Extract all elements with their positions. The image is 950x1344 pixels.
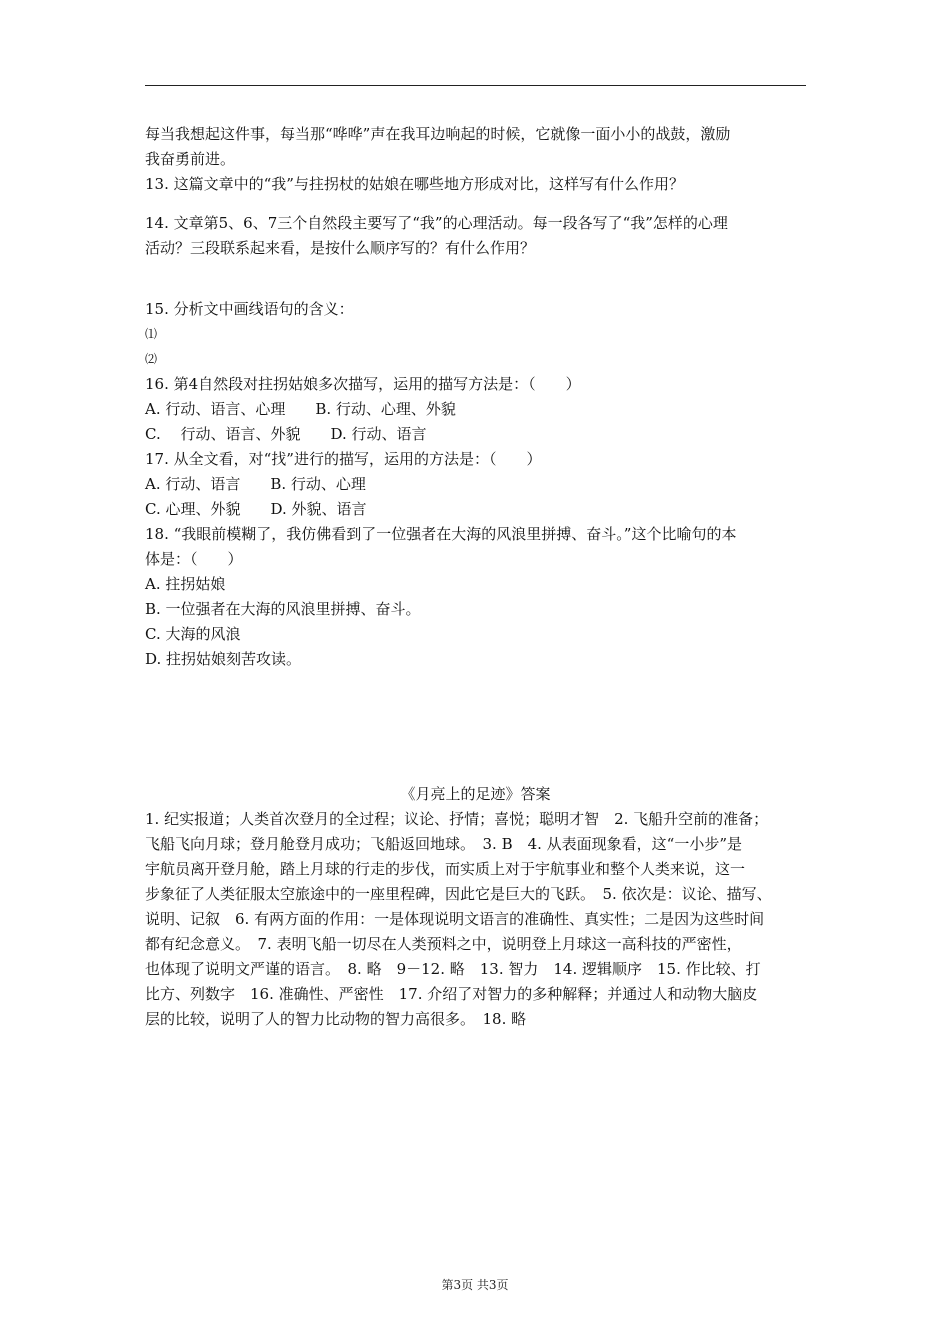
answer-line-7: 也体现了说明文严谨的语言。 8. 略 9－12. 略 13. 智力 14. 逻辑顺序 15. 作比较、打 (145, 960, 761, 978)
question-18-option-c: C. 大海的风浪 (145, 625, 241, 643)
header-rule (145, 85, 806, 86)
question-17-options-2: C. 心理、外貌 D. 外貌、语言 (145, 500, 367, 518)
intro-line-2: 我奋勇前进。 (145, 150, 236, 168)
question-18-stem-line-2: 体是：（ ） (145, 550, 243, 568)
answer-line-4: 步象征了人类征服太空旅途中的一座里程碑，因此它是巨大的飞跃。 5. 依次是：议论、描写、 (145, 885, 772, 903)
question-15-item-1: ⑴ (145, 327, 158, 341)
question-14-line-2: 活动？三段联系起来看，是按什么顺序写的？有什么作用？ (145, 239, 536, 257)
question-16-options-1: A. 行动、语言、心理 B. 行动、心理、外貌 (145, 400, 456, 418)
question-15-item-2: ⑵ (145, 352, 158, 366)
answer-line-2: 飞船飞向月球；登月舱登月成功；飞船返回地球。 3. B 4. 从表面现象看，这“一小步”是 (145, 835, 743, 853)
question-17-options-1: A. 行动、语言 B. 行动、心理 (145, 475, 366, 493)
question-18-stem-line-1: 18. “我眼前模糊了，我仿佛看到了一位强者在大海的风浪里拼搏、奋斗。”这个比喻句的本 (145, 525, 737, 543)
document-body (145, 122, 810, 1032)
page-number: 第3页 共3页 (441, 1278, 509, 1292)
answer-line-6: 都有纪念意义。 7. 表明飞船一切尽在人类预料之中，说明登上月球这一高科技的严密性， (145, 935, 742, 953)
intro-line-1: 每当我想起这件事，每当那“哗哗”声在我耳边响起的时候，它就像一面小小的战鼓，激励 (145, 125, 731, 143)
answers-title: 《月亮上的足迹》答案 (400, 785, 551, 803)
question-18-option-b: B. 一位强者在大海的风浪里拼搏、奋斗。 (145, 600, 421, 618)
question-18-option-a: A. 拄拐姑娘 (145, 575, 226, 593)
answer-line-8: 比方、列数字 16. 准确性、严密性 17. 介绍了对智力的多种解释；并通过人和动物大脑皮 (145, 985, 758, 1003)
spacer (145, 261, 810, 297)
spacer (145, 197, 810, 211)
question-14-line-1: 14. 文章第5、6、7三个自然段主要写了“我”的心理活动。每一段各写了“我”怎样的心理 (145, 214, 728, 232)
spacer (145, 672, 810, 782)
question-15-stem: 15. 分析文中画线语句的含义： (145, 300, 354, 318)
answer-line-3: 宇航员离开登月舱，踏上月球的行走的步伐，而实质上对于宇航事业和整个人类来说，这一 (145, 860, 746, 878)
answer-line-9: 层的比较，说明了人的智力比动物的智力高很多。 18. 略 (145, 1010, 527, 1028)
answer-line-1: 1. 纪实报道；人类首次登月的全过程；议论、抒情；喜悦；聪明才智 2. 飞船升空前的准备； (145, 810, 769, 828)
question-17-stem: 17. 从全文看，对“找”进行的描写，运用的方法是：（ ） (145, 450, 542, 468)
question-16-stem: 16. 第4自然段对拄拐姑娘多次描写，运用的描写方法是：（ ） (145, 375, 581, 393)
answer-line-5: 说明、记叙 6. 有两方面的作用：一是体现说明文语言的准确性、真实性；二是因为这些时间 (145, 910, 765, 928)
question-18-option-d: D. 拄拐姑娘刻苦攻读。 (145, 650, 302, 668)
question-16-options-2: C. 行动、语言、外貌 D. 行动、语言 (145, 425, 427, 443)
question-13: 13. 这篇文章中的“我”与拄拐杖的姑娘在哪些地方形成对比，这样写有什么作用？ (145, 175, 684, 193)
